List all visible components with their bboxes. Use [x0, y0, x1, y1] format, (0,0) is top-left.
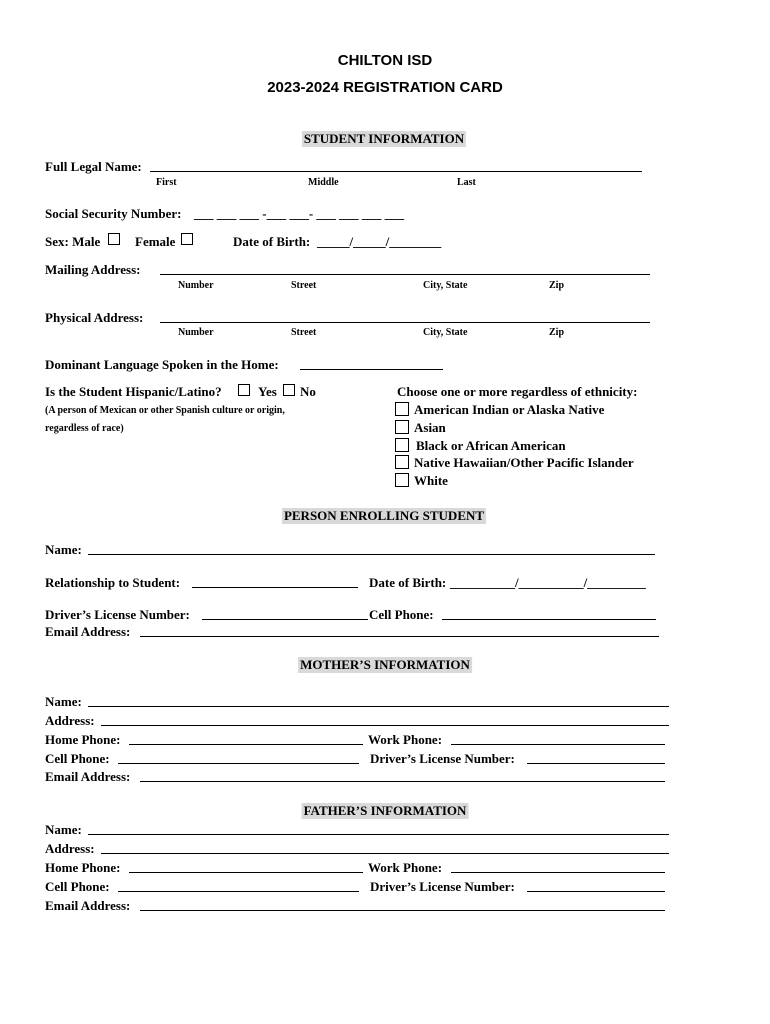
hispanic-yes-checkbox[interactable] [238, 384, 250, 396]
ssn-label: Social Security Number: [45, 206, 182, 221]
mother-name-field[interactable] [88, 706, 669, 707]
mother-cell-label: Cell Phone: [45, 751, 110, 766]
hispanic-label: Is the Student Hispanic/Latino? [45, 384, 222, 399]
language-field[interactable] [300, 369, 443, 370]
father-address-field[interactable] [101, 853, 669, 854]
sex-female-label: Female [135, 234, 176, 249]
father-home-phone-field[interactable] [129, 872, 363, 873]
race-black-label: Black or African American [416, 438, 566, 453]
ssn-field[interactable]: ___ ___ ___ -___ ___- ___ ___ ___ ___ [194, 206, 405, 221]
mother-address-field[interactable] [101, 725, 669, 726]
mailing-street-caption: Street [291, 280, 317, 291]
father-work-phone-field[interactable] [451, 872, 665, 873]
full-name-label: Full Legal Name: [45, 159, 142, 174]
father-address-label: Address: [45, 841, 95, 856]
enrolling-dob-label: Date of Birth: [369, 575, 447, 590]
father-home-phone-label: Home Phone: [45, 860, 121, 875]
mother-email-label: Email Address: [45, 769, 131, 784]
race-black-checkbox[interactable] [395, 438, 409, 452]
father-license-label: Driver’s License Number: [370, 879, 515, 894]
race-native-hawaiian-label: Native Hawaiian/Other Pacific Islander [414, 455, 634, 470]
card-title: 2023-2024 REGISTRATION CARD [267, 79, 503, 96]
enrolling-license-field[interactable] [202, 619, 368, 620]
race-asian-checkbox[interactable] [395, 420, 409, 434]
name-first-caption: First [156, 177, 177, 188]
mother-home-phone-field[interactable] [129, 744, 363, 745]
mailing-city-caption: City, State [423, 280, 468, 291]
mother-license-field[interactable] [527, 763, 665, 764]
student-section-heading: STUDENT INFORMATION [303, 131, 465, 146]
mother-section-heading: MOTHER’S INFORMATION [300, 657, 470, 672]
race-native-hawaiian-checkbox[interactable] [395, 455, 409, 469]
race-white-label: White [414, 473, 448, 488]
father-name-label: Name: [45, 822, 82, 837]
mother-address-label: Address: [45, 713, 95, 728]
student-dob-field[interactable]: _____/_____/________ [317, 234, 442, 249]
father-email-field[interactable] [140, 910, 665, 911]
mailing-address-field[interactable] [160, 274, 650, 275]
enrolling-name-label: Name: [45, 542, 82, 557]
mother-home-phone-label: Home Phone: [45, 732, 121, 747]
enrolling-name-field[interactable] [88, 554, 655, 555]
district-name: CHILTON ISD [337, 52, 433, 69]
mother-work-phone-field[interactable] [451, 744, 665, 745]
father-cell-field[interactable] [118, 891, 359, 892]
relationship-label: Relationship to Student: [45, 575, 181, 590]
race-american-indian-label: American Indian or Alaska Native [414, 402, 605, 417]
language-label: Dominant Language Spoken in the Home: [45, 357, 279, 372]
father-work-phone-label: Work Phone: [368, 860, 443, 875]
mother-work-phone-label: Work Phone: [368, 732, 443, 747]
father-cell-label: Cell Phone: [45, 879, 110, 894]
enrolling-email-label: Email Address: [45, 624, 131, 639]
father-email-label: Email Address: [45, 898, 131, 913]
physical-address-label: Physical Address: [45, 310, 144, 325]
enrolling-cell-label: Cell Phone: [369, 607, 434, 622]
name-last-caption: Last [457, 177, 476, 188]
father-name-field[interactable] [88, 834, 669, 835]
mailing-address-label: Mailing Address: [45, 262, 141, 277]
mother-name-label: Name: [45, 694, 82, 709]
full-name-field[interactable] [150, 171, 642, 172]
enrolling-cell-field[interactable] [442, 619, 656, 620]
mailing-number-caption: Number [178, 280, 214, 291]
mother-email-field[interactable] [140, 781, 665, 782]
enrolling-email-field[interactable] [140, 636, 659, 637]
ethnicity-label: Choose one or more regardless of ethnicity: [397, 384, 638, 399]
mother-license-label: Driver’s License Number: [370, 751, 515, 766]
name-middle-caption: Middle [308, 177, 339, 188]
hispanic-note-line1: (A person of Mexican or other Spanish culture or origin, [45, 405, 285, 416]
physical-street-caption: Street [291, 327, 317, 338]
hispanic-no-label: No [300, 384, 316, 399]
enrolling-dob-field[interactable]: __________/__________/_________ [450, 575, 646, 590]
race-american-indian-checkbox[interactable] [395, 402, 409, 416]
hispanic-yes-label: Yes [258, 384, 277, 399]
mother-cell-field[interactable] [118, 763, 359, 764]
physical-address-field[interactable] [160, 322, 650, 323]
sex-male-label: Sex: Male [45, 234, 101, 249]
physical-city-caption: City, State [423, 327, 468, 338]
mailing-zip-caption: Zip [549, 280, 565, 291]
race-asian-label: Asian [414, 420, 446, 435]
student-dob-label: Date of Birth: [233, 234, 311, 249]
hispanic-no-checkbox[interactable] [283, 384, 295, 396]
relationship-field[interactable] [192, 587, 358, 588]
hispanic-note-line2: regardless of race) [45, 423, 124, 434]
physical-zip-caption: Zip [549, 327, 565, 338]
race-white-checkbox[interactable] [395, 473, 409, 487]
female-checkbox[interactable] [181, 233, 193, 245]
physical-number-caption: Number [178, 327, 214, 338]
male-checkbox[interactable] [108, 233, 120, 245]
enrolling-section-heading: PERSON ENROLLING STUDENT [283, 508, 485, 523]
enrolling-license-label: Driver’s License Number: [45, 607, 190, 622]
father-section-heading: FATHER’S INFORMATION [303, 803, 467, 818]
father-license-field[interactable] [527, 891, 665, 892]
